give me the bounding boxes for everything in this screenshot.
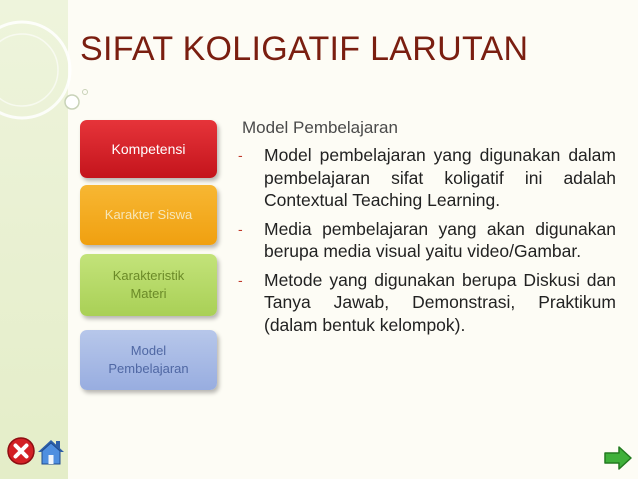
close-icon[interactable] <box>6 436 36 466</box>
bullet-marker: - <box>238 147 243 163</box>
list-item <box>238 218 616 263</box>
bullet-text: Metode yang digunakan berupa Diskusi dan Tanya Jawab, Demonstrasi, Praktikum (dalam bentuk kelompok). <box>264 269 616 335</box>
bullet-text: Model pembelajaran yang digunakan dalam pembelajaran sifat koligatif ini adalah Contextual Teaching Learning. <box>264 145 616 210</box>
page-title: SIFAT KOLIGATIF LARUTAN <box>80 30 529 68</box>
nav-karakter-siswa-button[interactable] <box>80 185 217 245</box>
home-icon[interactable] <box>36 436 66 466</box>
nav-kompetensi-label: Kompetensi <box>111 141 186 157</box>
nav-karakteristik-materi-label: Karakteristik Materi <box>112 268 185 301</box>
nav-kompetensi-button[interactable] <box>80 120 217 178</box>
nav-model-pembelajaran-label: Model Pembelajaran <box>108 343 189 376</box>
bullet-marker: - <box>238 220 243 237</box>
list-item <box>238 269 616 337</box>
nav-karakter-siswa-label: Karakter Siswa <box>104 207 193 222</box>
content-heading: Model Pembelajaran <box>242 118 398 137</box>
bullet-marker: - <box>238 271 243 288</box>
bullet-text: Media pembelajaran yang akan digunakan berupa media visual yaitu video/Gambar. <box>264 218 616 261</box>
content-panel <box>238 118 616 342</box>
arrow-right-icon[interactable] <box>603 445 633 471</box>
nav-model-pembelajaran-button[interactable] <box>80 330 217 390</box>
list-item <box>238 144 616 212</box>
nav-karakteristik-materi-button[interactable] <box>80 254 217 316</box>
